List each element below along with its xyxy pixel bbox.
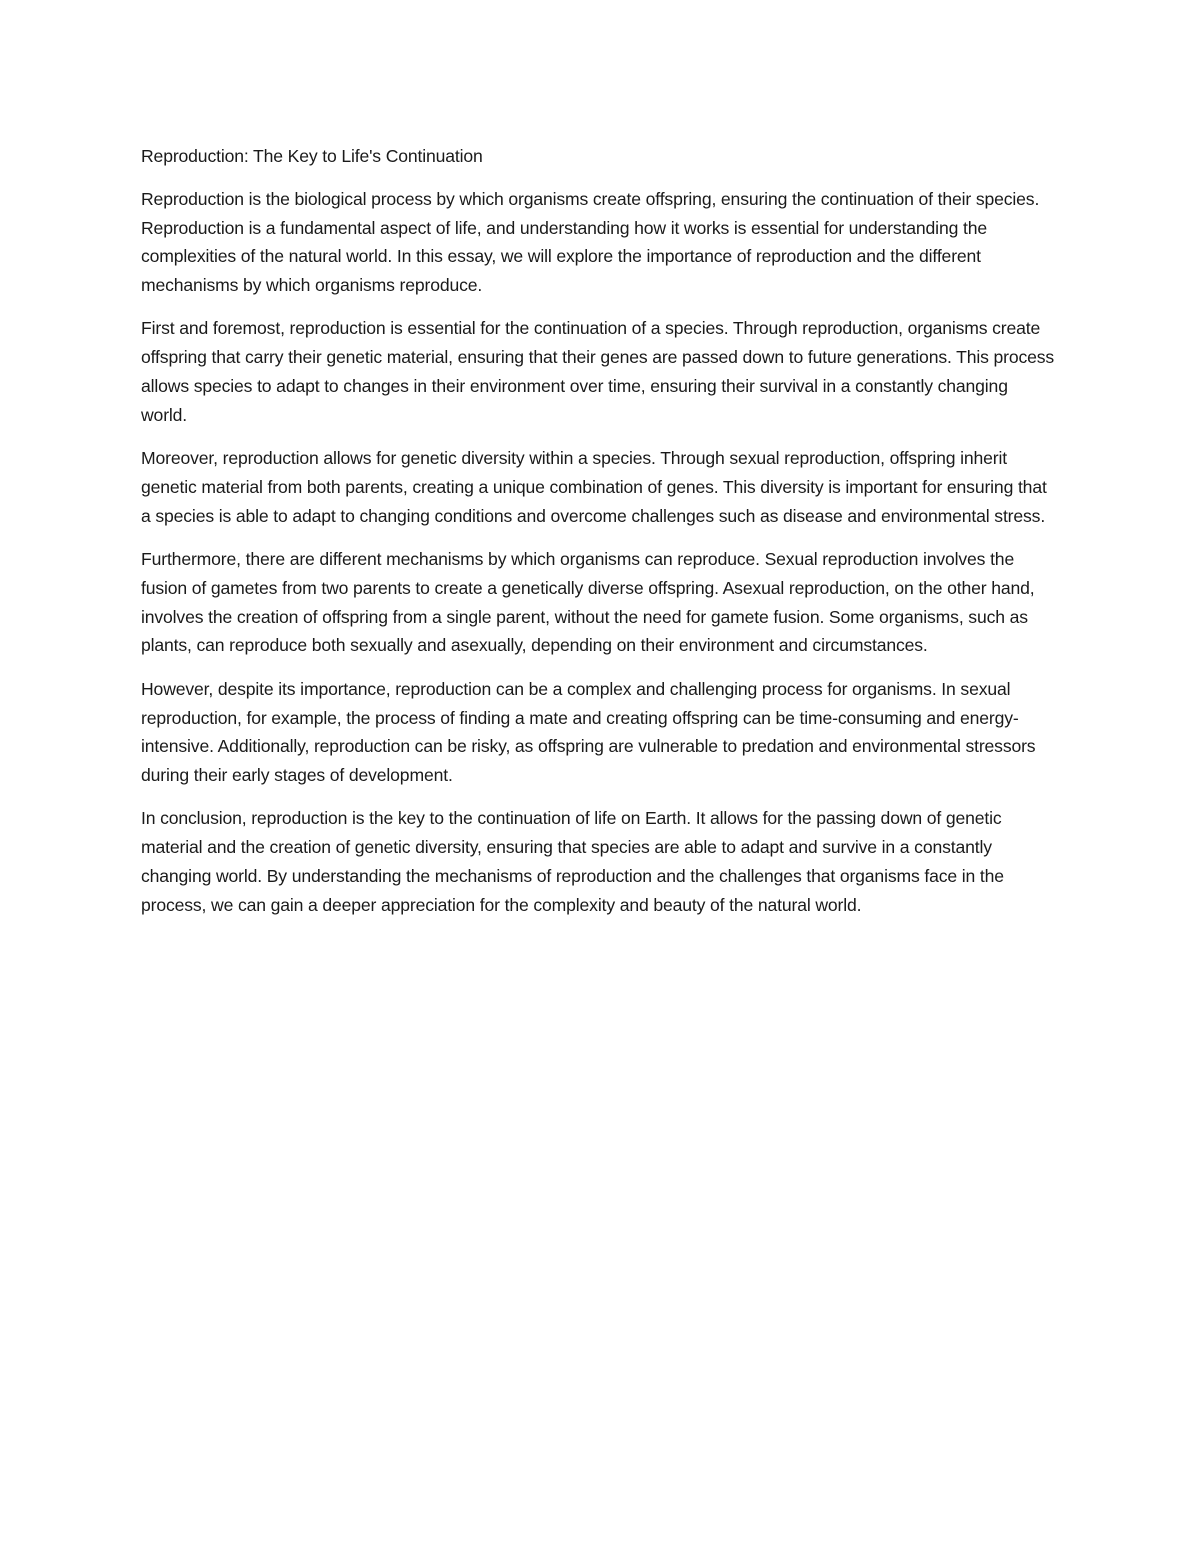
paragraph-challenges: However, despite its importance, reproduction can be a complex and challenging process for organisms. In sexual reproduction, for example, the process of finding a mate and creating offspring can be time-consuming and energy-intensive. Additionally, reproduction can be risky, as offspring are vulnerable to predation and environmental stressors during their early stages of development. — [141, 678, 1036, 786]
paragraph-continuation: First and foremost, reproduction is essential for the continuation of a species. Through reproduction, organisms create offspring that carry their genetic material, ensuring that their genes are passed down to future generations. This process allows species to adapt to changes in their environment over time, ensuring their survival in a constantly changing world. — [141, 318, 1055, 425]
paragraph-intro: Reproduction is the biological process by which organisms create offspring, ensuring the continuation of their species. Reproduction is a fundamental aspect of life, and understanding how it works is essential for understanding the complexities of the natural world. In this essay, we will explore the importance of reproduction and the different mechanisms by which organisms reproduce. — [141, 188, 1040, 296]
paragraph-conclusion: In conclusion, reproduction is the key to the continuation of life on Earth. It allows for the passing down of genetic material and the creation of genetic diversity, ensuring that species are able to adapt and survive in a constantly changing world. By understanding the mechanisms of reproduction and the challenges that organisms face in the process, we can gain a deeper appreciation for the complexity and beauty of the natural world. — [141, 808, 1004, 915]
document-title: Reproduction: The Key to Life's Continuation — [141, 146, 483, 166]
paragraph-diversity: Moreover, reproduction allows for genetic diversity within a species. Through sexual reproduction, offspring inherit genetic material from both parents, creating a unique combination of genes. This diversity is important for ensuring that a species is able to adapt to changing conditions and overcome challenges such as disease and environmental stress. — [141, 448, 1047, 526]
paragraph-mechanisms: Furthermore, there are different mechanisms by which organisms can reproduce. Sexual reproduction involves the fusion of gametes from two parents to create a genetically diverse offspring. Asexual reproduction, on the other hand, involves the creation of offspring from a single parent, without the need for gamete fusion. Some organisms, such as plants, can reproduce both sexually and asexually, depending on their environment and circumstances. — [141, 549, 1035, 656]
document-body — [141, 142, 1056, 934]
